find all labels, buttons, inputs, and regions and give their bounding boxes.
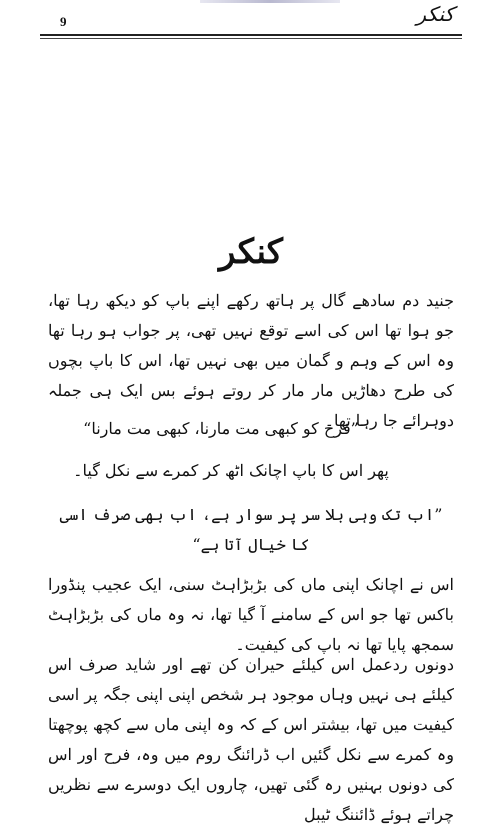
running-header [40, 0, 462, 40]
header-rule [40, 34, 462, 36]
paragraph-line-2: پھر اس کا باپ اچانک اٹھ کر کمرے سے نکل گیا۔ [73, 461, 389, 480]
story-title: کنکر [219, 232, 283, 272]
page-number: 9 [60, 14, 67, 29]
header-rule-thin [40, 38, 462, 39]
quote-2: ”اب تک وہی بلا سر پر سوار ہے، اب بھی صرف اسی کا خیال آتا ہے“ [59, 505, 443, 554]
paragraph-2: اس نے اچانک اپنی ماں کی بڑبڑاہٹ سنی، ایک عجیب پنڈورا باکس تھا جو اس کے سامنے آ گیا تھا، نہ وہ ماں کی بڑبڑاہٹ سمجھ پایا تھا نہ باپ کی کیفیت۔ [48, 575, 454, 654]
paragraph-3: دونوں ردعمل اس کیلئے حیران کن تھے اور شاید صرف اس کیلئے ہی نہیں وہاں موجود ہر شخص اپنی اپنی جگہ پر اسی کیفیت میں تھا، بیشتر اس کے کہ وہ اپنی ماں سے کچھ پوچھتا وہ کمرے سے نکل گئیں اب ڈرائنگ روم میں وہ، فرح اور اس کی دونوں بہنیں رہ گئی تھیں، چاروں ایک دوسرے سے نظریں چراتے ہوئے ڈائننگ ٹیبل [48, 655, 454, 824]
paragraph-1: جنید دم سادھے گال پر ہاتھ رکھے اپنے باپ کو دیکھ رہا تھا، جو ہوا تھا اس کی اسے توقع نہیں تھی، پر جواب ہو رہا تھا وہ اس کے وہم و گمان میں بھی نہیں تھا، اس کا باپ بچوں کی طرح دھاڑیں مار مار کر روتے ہوئے بس ایک ہی جملہ دوہرائے جا رہا تھا۔ [48, 291, 455, 430]
header-title: کنکر [416, 2, 454, 26]
quote-1: ”فرح کو کبھی مت مارنا، کبھی مت مارنا“ [83, 419, 359, 438]
